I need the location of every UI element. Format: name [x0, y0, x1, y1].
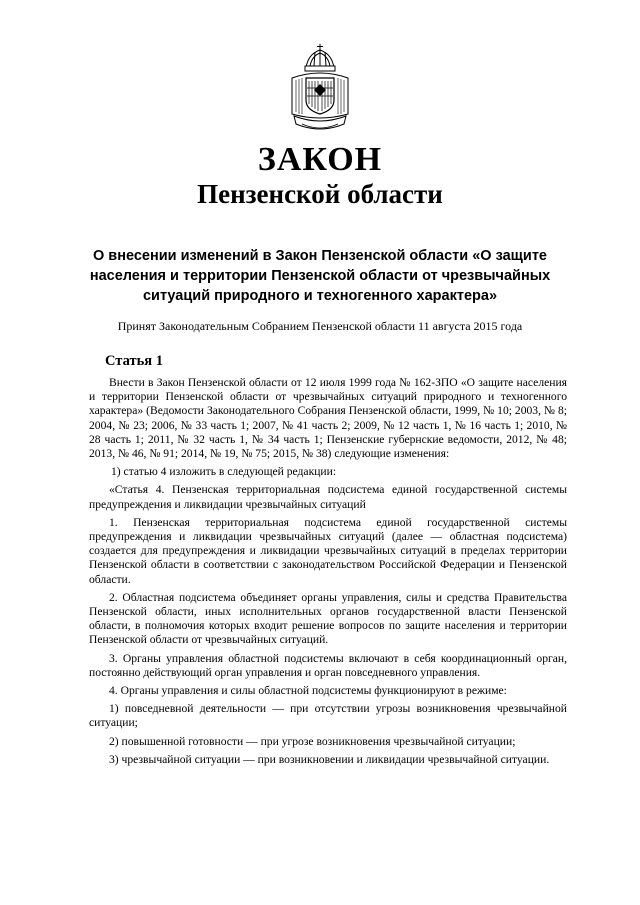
paragraph: 1. Пензенская территориальная подсистема единой государственной системы предупреждения и ликвидации чрезвычайных ситуаций (далее — областная подсистема) создается для предупреждения и ликвидации чрезвычайных ситуаций в пределах территории Пензенской области в соответствии с законодательством Российской Федерации и Пензенской области.	[89, 515, 567, 586]
article-heading: Статья 1	[105, 353, 163, 369]
paragraph: 1) статью 4 изложить в следующей редакции:	[111, 465, 337, 479]
paragraph: 3. Органы управления областной подсистемы включают в себя координационный орган, постоянно действующий орган управления и орган повседневного управления.	[89, 651, 567, 679]
law-region: Пензенской области	[197, 179, 443, 209]
paragraph: 2) повышенной готовности — при угрозе возникновения чрезвычайной ситуации;	[109, 734, 516, 748]
coat-of-arms-emblem-icon	[284, 44, 356, 136]
law-title: ЗАКОН	[257, 141, 383, 178]
paragraph: Внести в Закон Пензенской области от 12 июля 1999 года № 162-ЗПО «О защите населения и территории Пензенской области от чрезвычайных ситуаций природного и техногенного характера» (Ведомости Законодательного Собрания Пензенской области, 1999, № 10; 2003, № 8; 2004, № 23; 2006, № 33 часть 1; 2007, № 41 часть 2; 2009, № 12 часть 1, № 16 часть 1; 2010, № 28 часть 1; 2011, № 32 часть 1, № 34 часть 1; Пензенские губернские ведомости, 2012, № 48; 2013, № 46, № 91; 2014, № 19, № 75; 2015, № 38) следующие изменения:	[89, 376, 567, 461]
adoption-line: Принят Законодательным Собранием Пензенской области 11 августа 2015 года	[117, 319, 523, 333]
paragraph: «Статья 4. Пензенская территориальная подсистема единой государственной системы предупреждения и ликвидации чрезвычайных ситуаций	[89, 483, 567, 511]
article-body	[89, 376, 567, 771]
paragraph: 3) чрезвычайной ситуации — при возникновении и ликвидации чрезвычайной ситуации.	[109, 752, 550, 766]
paragraph: 1) повседневной деятельности — при отсутствии угрозы возникновения чрезвычайной ситуации;	[89, 702, 567, 730]
paragraph: 2. Областная подсистема объединяет органы управления, силы и средства Правительства Пензенской области, иных исполнительных органов государственной власти Пензенской области, в полномочия которых входит решение вопросов по защите населения и территории Пензенской области от чрезвычайных ситуаций.	[89, 590, 567, 647]
law-name: О внесении изменений в Закон Пензенской области «О защите населения и территории Пензенской области от чрезвычайных ситуаций природного и техногенного характера»	[89, 248, 551, 304]
paragraph: 4. Органы управления и силы областной подсистемы функционируют в режиме:	[109, 684, 507, 698]
